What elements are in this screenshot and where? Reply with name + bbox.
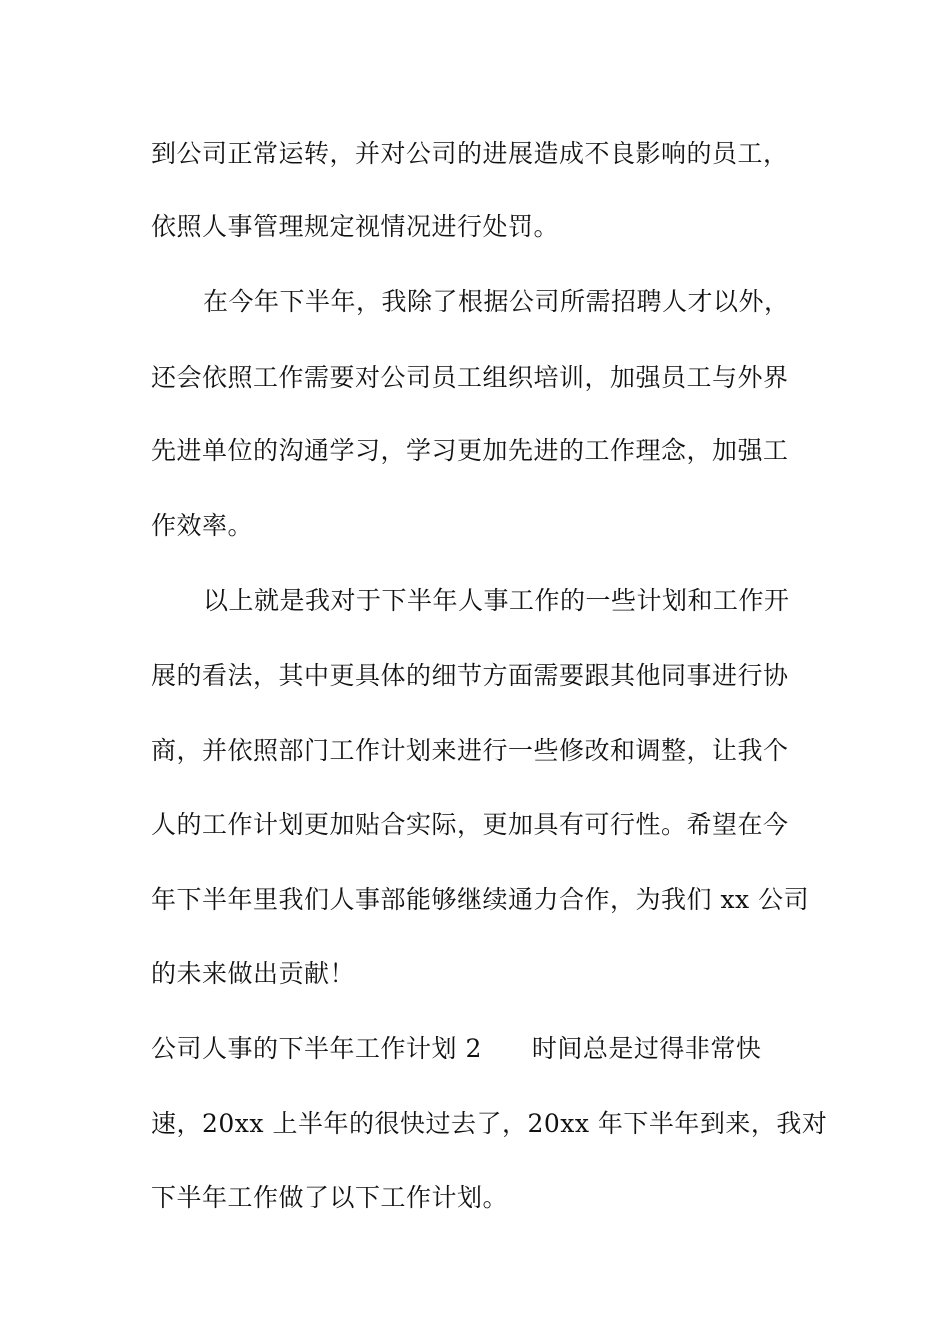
paragraph-line: 人的工作计划更加贴合实际，更加具有可行性。希望在今: [151, 810, 789, 839]
paragraph-line: 到公司正常运转，并对公司的进展造成不良影响的员工，: [151, 139, 789, 168]
section-title: 公司人事的下半年工作计划 2: [151, 1034, 482, 1063]
paragraph-line: 商，并依照部门工作计划来进行一些修改和调整，让我个: [151, 736, 789, 765]
paragraph-line: 在今年下半年，我除了根据公司所需招聘人才以外，: [203, 287, 790, 316]
section-first-text: 时间总是过得非常快: [531, 1034, 762, 1063]
section-heading-line: [151, 1032, 761, 1066]
paragraph-line: 以上就是我对于下半年人事工作的一些计划和工作开: [203, 586, 790, 615]
paragraph-line: 展的看法，其中更具体的细节方面需要跟其他同事进行协: [151, 661, 789, 690]
paragraph-line: 依照人事管理规定视情况进行处罚。: [151, 212, 560, 241]
paragraph-line: 先进单位的沟通学习，学习更加先进的工作理念，加强工: [151, 436, 789, 465]
paragraph-line: 还会依照工作需要对公司员工组织培训，加强员工与外界: [151, 363, 789, 392]
paragraph-line: 的未来做出贡献！: [151, 959, 356, 988]
paragraph-line: 年下半年里我们人事部能够继续通力合作，为我们 xx 公司: [151, 885, 810, 914]
paragraph-line: 下半年工作做了以下工作计划。: [151, 1183, 509, 1212]
paragraph-line: 速，20xx 上半年的很快过去了，20xx 年下半年到来，我对: [151, 1109, 828, 1138]
paragraph-line: 作效率。: [151, 511, 254, 540]
